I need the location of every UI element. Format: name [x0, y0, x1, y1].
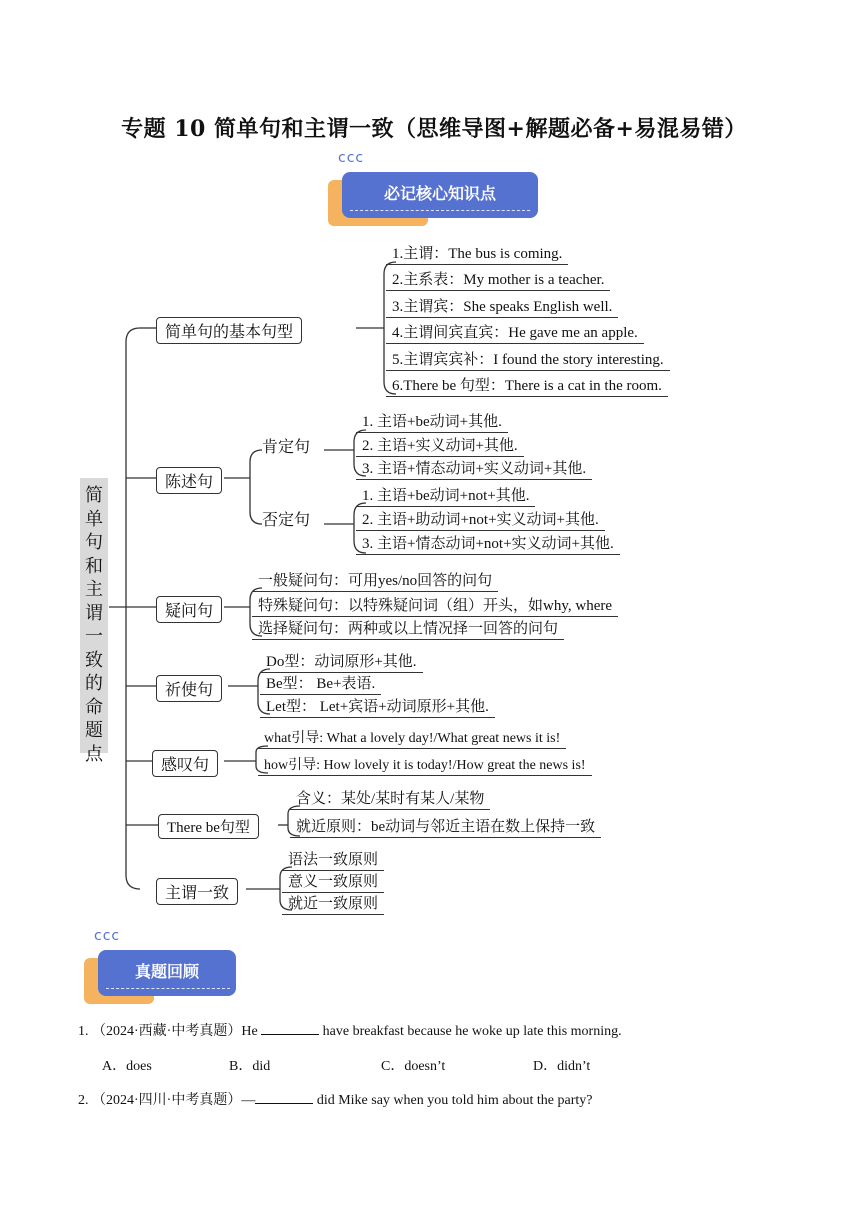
leaf-pattern-5: 5.主谓宾宾补：I found the story interesting. — [386, 348, 670, 371]
leaf-interrogative-1: 一般疑问句：可用yes/no回答的问句 — [252, 569, 498, 592]
sub-negative: 否定句 — [262, 512, 311, 529]
question-text-post: did Mike say when you told him about the party? — [316, 1093, 593, 1108]
leaf-imperative-2: Be型： Be+表语. — [260, 672, 381, 695]
rings-icon: ccc — [338, 150, 365, 166]
leaf-exclamatory-1: what引导: What a lovely day!/What great news it is! — [258, 727, 566, 749]
leaf-pattern-3: 3.主谓宾：She speaks English well. — [386, 295, 618, 318]
rings-icon: ccc — [94, 928, 121, 944]
question-source: （2024·四川·中考真题） — [92, 1093, 242, 1108]
leaf-pattern-1: 1.主谓：The bus is coming. — [386, 242, 568, 265]
option-d[interactable]: D．didn’t — [533, 1059, 591, 1074]
answer-blank[interactable] — [255, 1091, 313, 1104]
leaf-imperative-1: Do型：动词原形+其他. — [260, 650, 423, 673]
question-number: 2. — [78, 1093, 89, 1108]
sub-affirmative: 肯定句 — [262, 439, 311, 456]
leaf-agreement-1: 语法一致原则 — [282, 848, 384, 871]
leaf-interrogative-3: 选择疑问句：两种或以上情况择一回答的问句 — [252, 617, 564, 640]
answer-blank[interactable] — [261, 1022, 319, 1035]
mindmap-root: 简单句和主谓一致的命题点 — [80, 478, 108, 753]
page-title: 专题 10 简单句和主谓一致（思维导图+解题必备+易混易错） — [121, 116, 747, 142]
question-source: （2024·西藏·中考真题） — [92, 1024, 242, 1039]
option-b[interactable]: B．did — [229, 1059, 271, 1074]
leaf-exclamatory-2: how引导: How lovely it is today!/How great the news is! — [258, 754, 592, 776]
branch-basic-patterns: 简单句的基本句型 — [156, 317, 302, 344]
question-number: 1. — [78, 1024, 89, 1039]
branch-agreement: 主谓一致 — [156, 878, 238, 905]
option-c[interactable]: C．doesn’t — [381, 1059, 446, 1074]
leaf-affirmative-1: 1. 主语+be动词+其他. — [356, 410, 508, 433]
question-text-pre: He — [241, 1024, 258, 1039]
section-banner-review — [84, 950, 274, 1000]
question-2 — [78, 1089, 593, 1109]
leaf-pattern-6: 6.There be 句型：There is a cat in the room. — [386, 374, 668, 397]
branch-declarative: 陈述句 — [156, 467, 222, 494]
branch-imperative: 祈使句 — [156, 675, 222, 702]
leaf-agreement-2: 意义一致原则 — [282, 870, 384, 893]
leaf-pattern-4: 4.主谓间宾直宾：He gave me an apple. — [386, 321, 644, 344]
leaf-there-be-1: 含义：某处/某时有某人/某物 — [290, 787, 490, 810]
section-banner-label: 必记核心知识点 — [342, 172, 538, 218]
leaf-affirmative-3: 3. 主语+情态动词+实义动词+其他. — [356, 457, 592, 480]
leaf-affirmative-2: 2. 主语+实义动词+其他. — [356, 434, 524, 457]
leaf-there-be-2: 就近原则：be动词与邻近主语在数上保持一致 — [290, 815, 601, 838]
branch-exclamatory: 感叹句 — [152, 750, 218, 777]
branch-interrogative: 疑问句 — [156, 596, 222, 623]
leaf-imperative-3: Let型： Let+宾语+动词原形+其他. — [260, 695, 495, 718]
question-text-pre: — — [241, 1093, 256, 1108]
leaf-negative-1: 1. 主语+be动词+not+其他. — [356, 484, 535, 507]
leaf-pattern-2: 2.主系表：My mother is a teacher. — [386, 268, 610, 291]
leaf-interrogative-2: 特殊疑问句：以特殊疑问词（组）开头，如why, where — [252, 594, 618, 617]
leaf-negative-2: 2. 主语+助动词+not+实义动词+其他. — [356, 508, 605, 531]
question-1 — [78, 1020, 622, 1040]
question-text-post: have breakfast because he woke up late this morning. — [322, 1024, 622, 1039]
option-a[interactable]: A．does — [102, 1059, 152, 1074]
branch-there-be: There be句型 — [158, 814, 259, 839]
leaf-agreement-3: 就近一致原则 — [282, 892, 384, 915]
section-banner-label: 真题回顾 — [98, 950, 236, 996]
leaf-negative-3: 3. 主语+情态动词+not+实义动词+其他. — [356, 532, 620, 555]
